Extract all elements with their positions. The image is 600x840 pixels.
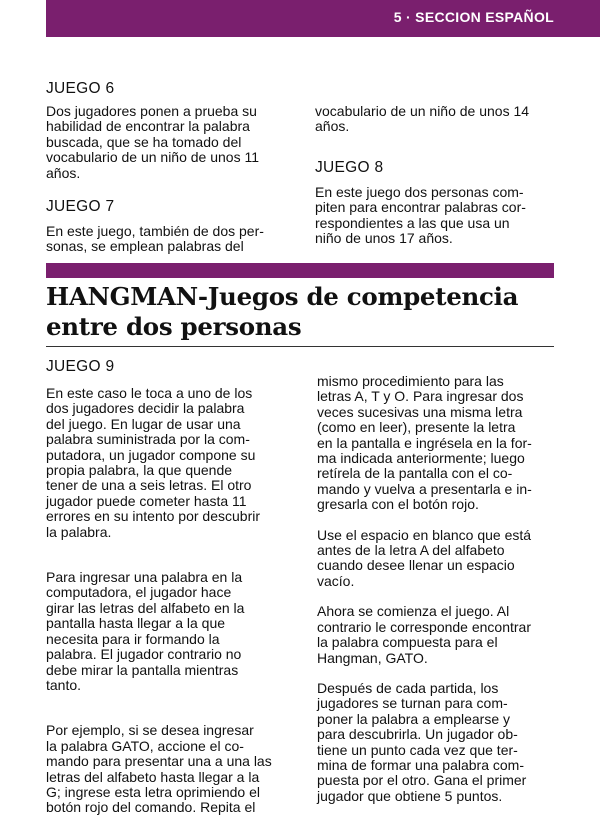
text-line: letras del alfabeto hasta llegar a la	[46, 768, 260, 785]
text-line: niño de unos 17 años.	[315, 230, 453, 247]
text-line: mando y vuelva a presentarla e in-	[317, 480, 532, 497]
text-line: vocabulario de un niño de unos 14	[315, 103, 530, 119]
text-line: jugadores se turnan para com-	[317, 695, 508, 712]
section-title	[46, 282, 554, 342]
text-line: Hangman, GATO.	[317, 649, 428, 666]
juego7-heading: JUEGO 7	[46, 198, 115, 216]
text-line: puesta por el otro. Gana el primer	[317, 772, 527, 789]
juego9-right-p1	[317, 374, 562, 513]
text-line: en la pantalla e ingrésela en la for-	[317, 434, 532, 451]
bottom-right-column	[317, 374, 562, 804]
text-line: la palabra compuesta para el	[317, 634, 498, 651]
text-line: del juego. En lugar de usar una	[46, 415, 241, 432]
text-line: la palabra GATO, accione el co-	[46, 737, 244, 754]
text-line: pantalla hasta llegar a la que	[46, 615, 226, 632]
text-line: veces sucesivas una misma letra	[317, 403, 523, 420]
text-line: En este caso le toca a uno de los	[46, 385, 253, 401]
text-line: ma indicada anteriormente; luego	[317, 450, 525, 467]
text-line: retírela de la pantalla con el co-	[317, 465, 513, 482]
text-line: piten para encontrar palabras cor-	[315, 199, 526, 216]
section-label: 5 · SECCION ESPAÑOL	[393, 9, 554, 25]
text-line: buscada, que se ha tomado del	[46, 133, 242, 150]
text-line: años.	[46, 164, 81, 181]
text-line: tener de una a seis letras. El otro	[46, 477, 252, 494]
text-line: para descubrirla. Un jugador ob-	[317, 726, 518, 743]
text-line: computadora, el jugador hace	[46, 584, 232, 601]
text-line: Ahora se comienza el juego. Al	[317, 603, 510, 620]
juego9-p2	[46, 570, 291, 693]
header-bar	[46, 0, 600, 37]
bottom-left-column	[46, 358, 291, 816]
juego9-p3	[46, 723, 291, 815]
text-line: gresarla con el botón rojo.	[317, 496, 479, 513]
juego9-heading: JUEGO 9	[46, 358, 115, 375]
text-line: antes de la letra A del alfabeto	[317, 542, 505, 559]
text-line: la palabra.	[46, 523, 112, 540]
text-line: años.	[315, 118, 350, 135]
text-line: mando para presentar una a una las	[46, 753, 272, 770]
juego9-right-p2	[317, 528, 562, 590]
text-line: Por ejemplo, si se desea ingresar	[46, 722, 254, 739]
juego9-right-p3	[317, 604, 562, 666]
text-line: propia palabra, la que quende	[46, 462, 233, 479]
title-rule	[46, 346, 554, 347]
text-line: girar las letras del alfabeto en la	[46, 599, 245, 616]
section-band	[46, 263, 554, 278]
text-line: mina de formar una palabra com-	[317, 756, 524, 773]
text-line: botón rojo del comando. Repita el	[46, 799, 256, 816]
text-line: vacío.	[317, 572, 355, 589]
text-line: mismo procedimiento para las	[317, 373, 504, 389]
juego6-heading: JUEGO 6	[46, 80, 115, 97]
text-line: debe mirar la pantalla mientras	[46, 661, 239, 678]
text-line: palabra. El jugador contrario no	[46, 646, 242, 663]
text-line: dos jugadores decidir la palabra	[46, 400, 245, 417]
top-right-column	[315, 104, 555, 246]
text-line: (como en leer), presente la letra	[317, 419, 516, 436]
text-line: Después de cada partida, los	[317, 679, 499, 696]
text-line: habilidad de encontrar la palabra	[46, 118, 250, 135]
text-line: errores en su intento por descubrir	[46, 508, 260, 525]
text-line: palabra suministrada por la com-	[46, 431, 250, 448]
text-line: necesita para ir formando la	[46, 630, 220, 647]
juego7-text	[46, 224, 286, 255]
text-line: tanto.	[46, 676, 82, 693]
text-line: sonas, se emplean palabras del	[46, 238, 244, 255]
juego8-text	[315, 185, 555, 247]
text-line: poner la palabra a emplearse y	[317, 710, 511, 727]
juego6-text	[46, 104, 286, 181]
text-line: cuando desee llenar un espacio	[317, 557, 515, 574]
text-line: respondientes a las que usa un	[315, 214, 510, 231]
juego8-heading: JUEGO 8	[315, 158, 384, 176]
text-line: Use el espacio en blanco que está	[317, 526, 532, 543]
text-line: jugador que obtiene 5 puntos.	[317, 787, 503, 804]
text-line: letras A, T y O. Para ingresar dos	[317, 388, 524, 405]
text-line: vocabulario de un niño de unos 11	[46, 149, 260, 166]
text-line: contrario le corresponde encontrar	[317, 618, 532, 635]
text-line: En este juego dos personas com-	[315, 183, 524, 200]
juego7-continued	[315, 104, 555, 135]
text-line: Dos jugadores ponen a prueba su	[46, 103, 257, 119]
text-line: Para ingresar una palabra en la	[46, 569, 243, 586]
text-line: G; ingrese esta letra oprimiendo el	[46, 783, 260, 800]
juego9-right-p4	[317, 681, 562, 804]
text-line: tiene un punto cada vez que ter-	[317, 741, 518, 758]
juego9-p1	[46, 386, 291, 540]
text-line: En este juego, también de dos per-	[46, 223, 264, 240]
text-line: putadora, un jugador compone su	[46, 446, 256, 463]
title-line-1: HANGMAN-Juegos de competencia	[46, 282, 519, 311]
top-left-column	[46, 80, 286, 255]
text-line: jugador puede cometer hasta 11	[46, 492, 247, 509]
title-line-2: entre dos personas	[46, 312, 302, 341]
